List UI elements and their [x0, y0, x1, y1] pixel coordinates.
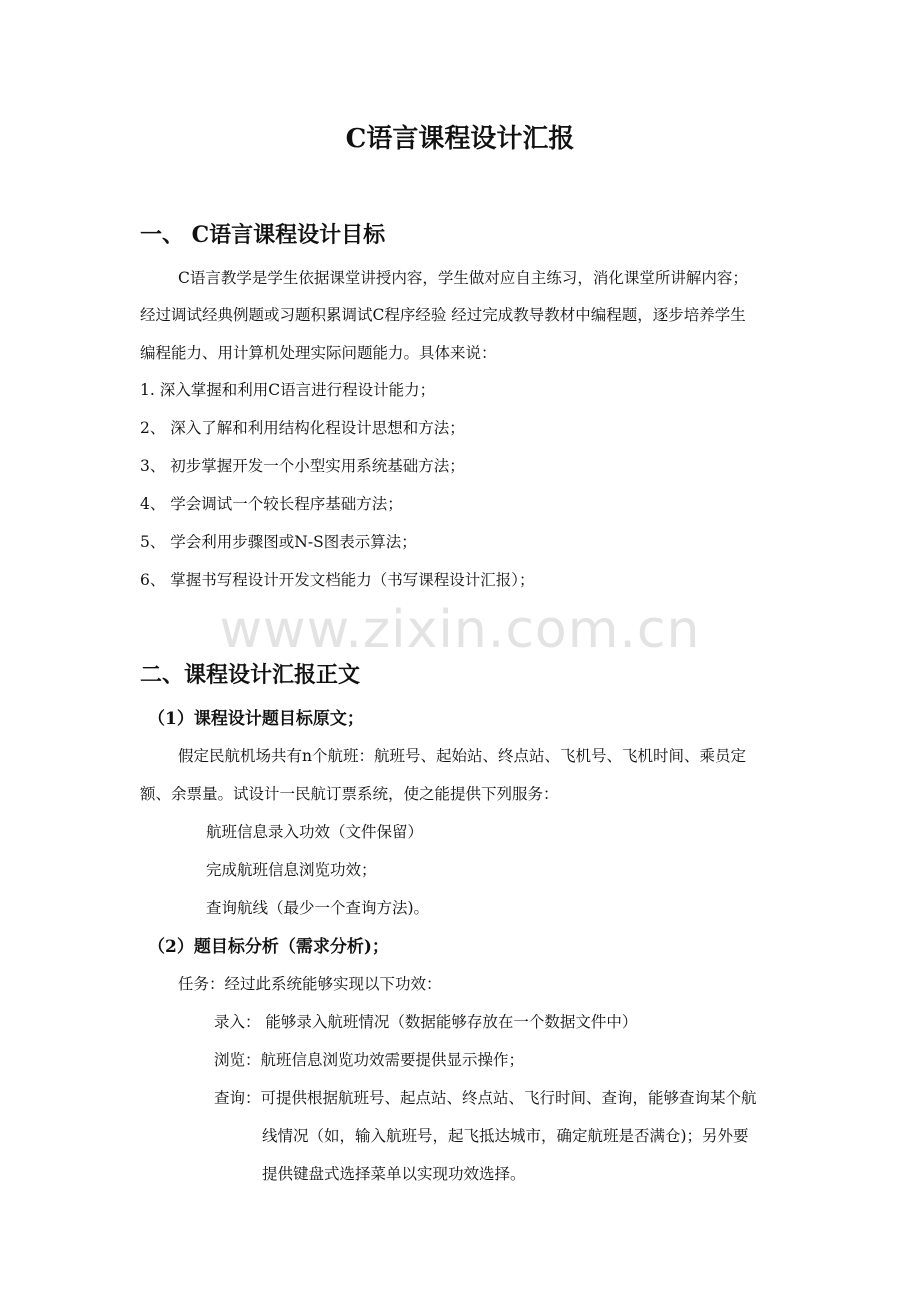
section1-paragraph-line: C语言教学是学生依据课堂讲授内容，学生做对应自主练习，消化课堂所讲解内容；: [178, 269, 748, 287]
subsection2-heading: （2）题目标分析（需求分析)；: [148, 937, 389, 957]
section1-paragraph-line: 编程能力、用计算机处理实际问题能力。具体来说：: [140, 344, 497, 362]
query-line: 线情况（如，输入航班号，起飞抵达城市，确定航班是否满仓)；另外要: [262, 1127, 749, 1145]
browse-line: 浏览：航班信息浏览功效需要提供显示操作；: [214, 1051, 525, 1069]
subsection1-paragraph-line: 额、余票量。试设计一民航订票系统，使之能提供下列服务：: [140, 785, 559, 803]
entry-line: 录入： 能够录入航班情况（数据能够存放在一个数据文件中）: [214, 1013, 638, 1031]
service-item: 航班信息录入功效（文件保留）: [206, 823, 424, 841]
list-item: 4、 学会调试一个较长程序基础方法；: [140, 495, 403, 513]
query-line: 查询：可提供根据航班号、起点站、终点站、飞行时间、查询，能够查询某个航: [214, 1089, 757, 1107]
section2-heading: 二、课程设计汇报正文: [140, 662, 361, 688]
task-line: 任务：经过此系统能够实现以下功效：: [178, 975, 442, 993]
watermark: www.zixin.com.cn: [219, 600, 701, 660]
list-item: 6、 掌握书写程设计开发文档能力（书写课程设计汇报）；: [140, 571, 535, 589]
subsection1-heading: （1）课程设计题目标原文；: [148, 709, 364, 729]
section1-paragraph-line: 经过调试经典例题或习题积累调试C程序经验 经过完成教导教材中编程题，逐步培养学生: [140, 306, 746, 324]
section1-heading: 一、 C语言课程设计目标: [140, 222, 386, 248]
list-item: 5、 学会利用步骤图或N-S图表示算法；: [140, 533, 417, 551]
list-item: 2、 深入了解和利用结构化程设计思想和方法；: [140, 419, 465, 437]
service-item: 查询航线（最少一个查询方法)。: [206, 899, 430, 917]
service-item: 完成航班信息浏览功效；: [206, 861, 377, 879]
subsection1-paragraph-line: 假定民航机场共有n个航班：航班号、起始站、终点站、飞机号、飞机时间、乘员定: [178, 747, 746, 765]
list-item: 1. 深入掌握和利用C语言进行程设计能力；: [140, 381, 436, 399]
document-title: C语言课程设计汇报: [345, 124, 575, 154]
list-item: 3、 初步掌握开发一个小型实用系统基础方法；: [140, 457, 465, 475]
query-line: 提供键盘式选择菜单以实现功效选择。: [262, 1165, 526, 1183]
